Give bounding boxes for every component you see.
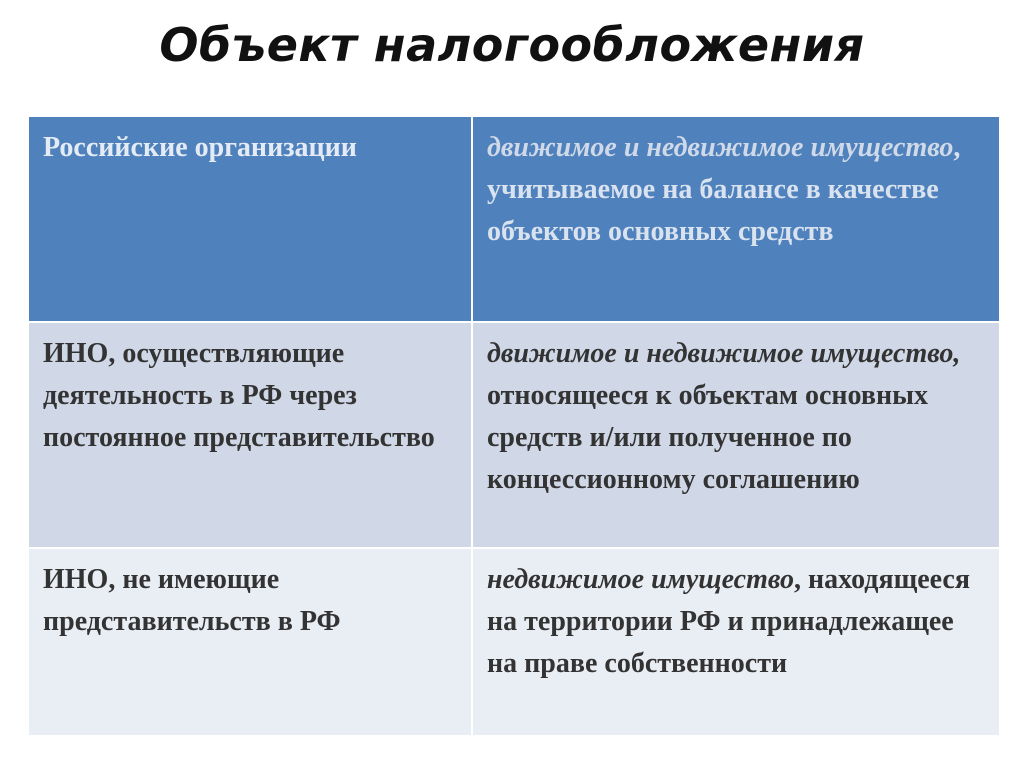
subject-cell	[28, 116, 472, 322]
subject-cell	[28, 322, 472, 548]
object-italic-text: движимое и недвижимое имущество	[487, 132, 954, 163]
subject-text: Российские организации	[43, 132, 357, 163]
slide-title: Объект налогообложения	[159, 18, 865, 72]
object-cell	[472, 322, 1000, 548]
tax-object-table	[27, 115, 1001, 737]
object-italic-text: недвижимое имущество	[487, 564, 795, 595]
object-text: , находящееся на территории РФ и принадлежащее на праве собственности	[487, 564, 970, 679]
object-cell	[472, 548, 1000, 736]
object-italic-text: движимое и недвижимое имущество,	[487, 338, 961, 369]
object-text: , учитываемое на балансе в качестве объектов основных средств	[487, 132, 961, 247]
subject-text: ИНО, осуществляющие деятельность в РФ через постоянное представительство	[43, 338, 435, 453]
table-row	[28, 322, 1000, 548]
table-row	[28, 548, 1000, 736]
subject-cell	[28, 548, 472, 736]
table-row	[28, 116, 1000, 322]
subject-text: ИНО, не имеющие представительств в РФ	[43, 564, 341, 637]
object-text: относящееся к объектам основных средств и/или полученное по концессионному соглашению	[487, 380, 928, 495]
object-cell	[472, 116, 1000, 322]
